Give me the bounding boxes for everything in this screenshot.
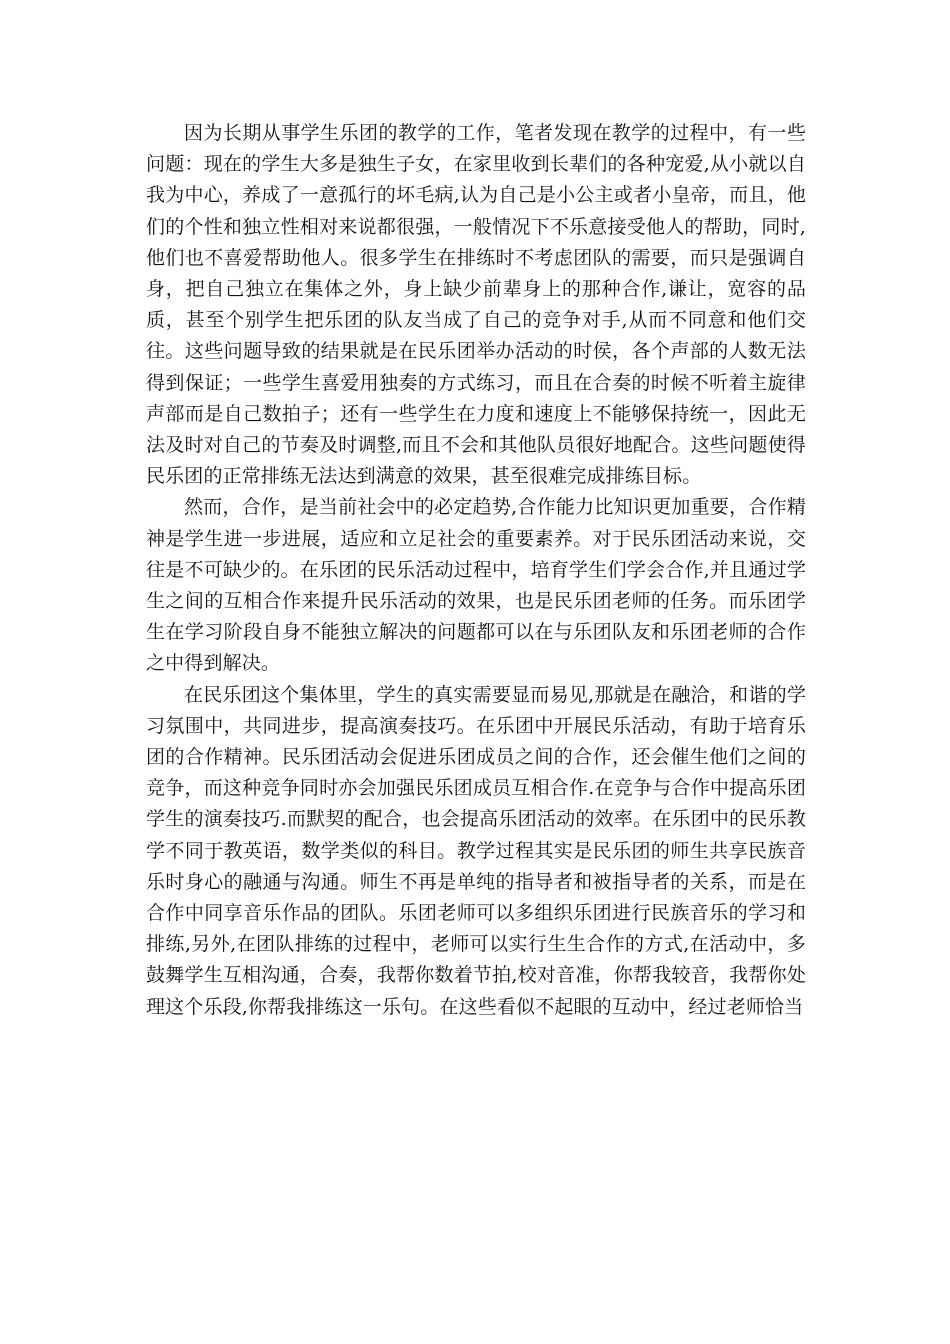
paragraph-3: 在民乐团这个集体里，学生的真实需要显而易见,那就是在融洽，和谐的学习氛围中，共同进步，提高演奏技巧。在乐团中开展民乐活动，有助于培育乐团的合作精神。民乐团活动会促进乐团成员之间的合作，还会催生他们之间的竞争，而这种竞争同时亦会加强民乐团成员互相合作.在竞争与合作中提高乐团学生的演奏技巧.而默契的配合，也会提高乐团活动的效率。在乐团中的民乐教学不同于教英语，数学类似的科目。教学过程其实是民乐团的师生共享民族音乐时身心的融通与沟通。师生不再是单纯的指导者和被指导者的关系，而是在合作中同享音乐作品的团队。乐团老师可以多组织乐团进行民族音乐的学习和排练,另外,在团队排练的过程中，老师可以实行生生合作的方式,在活动中，多鼓舞学生互相沟通，合奏，我帮你数着节拍,校对音准，你帮我较音，我帮你处理这个乐段,你帮我排练这一乐句。在这些看似不起眼的互动中，经过老师恰当 (146, 683, 806, 1018)
document-body (146, 118, 806, 1023)
paragraph-2: 然而，合作，是当前社会中的必定趋势,合作能力比知识更加重要，合作精神是学生进一步进展，适应和立足社会的重要素养。对于民乐团活动来说，交往是不可缺少的。在乐团的民乐活动过程中，培育学生们学会合作,并且通过学生之间的互相合作来提升民乐活动的效果，也是民乐团老师的任务。而乐团学生在学习阶段自身不能独立解决的问题都可以在与乐团队友和乐团老师的合作之中得到解决。 (146, 496, 806, 675)
paragraph-1: 因为长期从事学生乐团的教学的工作，笔者发现在教学的过程中，有一些问题：现在的学生大多是独生子女，在家里收到长辈们的各种宠爱,从小就以自我为中心，养成了一意孤行的坏毛病,认为自己是小公主或者小皇帝，而且，他们的个性和独立性相对来说都很强，一般情况下不乐意接受他人的帮助，同时,他们也不喜爱帮助他人。很多学生在排练时不考虑团队的需要，而只是强调自身，把自己独立在集体之外，身上缺少前辈身上的那种合作,谦让，宽容的品质，甚至个别学生把乐团的队友当成了自己的竞争对手,从而不同意和他们交往。这些问题导致的结果就是在民乐团举办活动的时侯，各个声部的人数无法得到保证；一些学生喜爱用独奏的方式练习，而且在合奏的时候不听着主旋律声部而是自己数拍子；还有一些学生在力度和速度上不能够保持统一，因此无法及时对自己的节奏及时调整,而且不会和其他队员很好地配合。这些问题使得民乐团的正常排练无法达到满意的效果，甚至很难完成排练目标。 (146, 122, 806, 488)
